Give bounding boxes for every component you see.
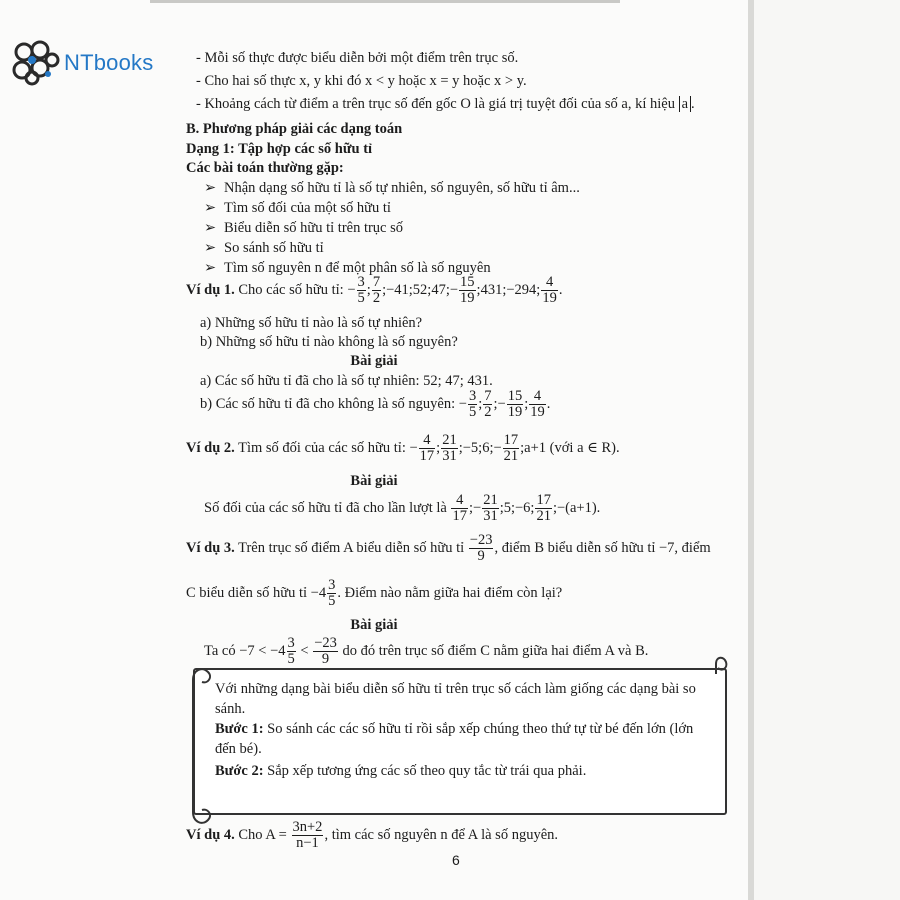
answer-b-text: b) Các số hữu tỉ đã cho không là số nguyên:: [200, 396, 459, 413]
arrow-bullet-icon: ➢: [204, 240, 217, 256]
abs-end: .: [691, 96, 695, 112]
example-4-text: Cho A =: [234, 827, 291, 844]
numerator: 4: [451, 493, 468, 509]
separator: ;−: [468, 500, 482, 517]
fraction: [507, 389, 524, 420]
answer-text: do đó trên trục số điểm C nằm giữa hai điểm A và B.: [338, 643, 649, 660]
page-number: 6: [452, 852, 460, 868]
numerator: 3: [357, 274, 365, 290]
step-1-text: So sánh các các số hữu tỉ rồi sắp xếp chúng theo thứ tự từ bé đến lớn (lớn: [263, 721, 694, 737]
facing-page: [754, 0, 900, 900]
minus-sign: −: [347, 282, 356, 299]
example-1-text: Cho các số hữu tỉ:: [234, 282, 348, 299]
numerator: 7: [372, 274, 381, 290]
numerator: 15: [507, 388, 523, 404]
numerator: 4: [419, 433, 436, 449]
example-3-statement-line1: [186, 533, 711, 564]
denominator: 9: [477, 548, 485, 565]
example-1-question-a: a) Những số hữu tỉ nào là số tự nhiên?: [200, 315, 423, 331]
arrow-bullet-icon: ➢: [204, 180, 217, 196]
fraction: [327, 578, 336, 609]
end-mark: .: [558, 282, 563, 299]
example-3-label: Ví dụ 3.: [186, 540, 235, 557]
numerator: 3: [468, 388, 477, 404]
note-step-1: [215, 718, 715, 740]
arrow-bullet-icon: ➢: [204, 220, 217, 236]
fraction: [482, 493, 499, 524]
fraction: [468, 389, 477, 420]
separator: ;−: [493, 396, 506, 413]
example-1-answer-a: a) Các số hữu tỉ đã cho là số tự nhiên: 52; 47; 431.: [200, 373, 493, 389]
numerator: 3: [287, 635, 295, 651]
denominator: 9: [321, 651, 330, 668]
denominator: 2: [484, 404, 492, 421]
note-step-2: [215, 760, 715, 782]
numerator: 3: [328, 577, 336, 593]
note-line-2: sánh.: [215, 701, 246, 717]
fraction: [503, 433, 520, 464]
note-step-1-cont: đến bé).: [215, 741, 262, 757]
separator: ;: [524, 396, 529, 413]
denominator: 2: [372, 290, 381, 307]
bullet-absolute-value: [196, 96, 695, 113]
example-4-statement: [186, 820, 558, 851]
fraction: [459, 275, 476, 306]
example-1-statement: [186, 275, 562, 306]
numerator: 21: [442, 432, 457, 448]
example-3-text: Trên trục số điểm A biểu diễn số hữu tỉ: [234, 540, 468, 557]
list-item-text: Nhận dạng số hữu tỉ là số tự nhiên, số nguyên, số hữu tỉ âm...: [224, 180, 580, 196]
list-item: [204, 220, 403, 237]
denominator: 21: [503, 448, 519, 465]
bullet-real-comparison: - Cho hai số thực x, y khi đó x < y hoặc x = y hoặc x > y.: [196, 73, 527, 89]
arrow-bullet-icon: ➢: [204, 200, 217, 216]
example-3-text: C biểu diễn số hữu tỉ −4: [186, 585, 327, 602]
step-2-label: Bước 2:: [215, 763, 264, 779]
end-mark: ;a+1 (với a ∈ R).: [520, 440, 620, 457]
step-2-text: Sắp xếp tương ứng các số theo quy tắc từ trái qua phải.: [263, 763, 587, 779]
number-list: ;431;−294;: [476, 282, 541, 299]
numerator: 7: [484, 388, 492, 404]
example-3-text: , điểm B biểu diễn số hữu tỉ −7, điểm: [494, 540, 711, 557]
denominator: 17: [419, 448, 435, 465]
denominator: 5: [328, 593, 336, 610]
separator: ;: [436, 440, 441, 457]
denominator: 19: [542, 290, 557, 307]
numerator: 21: [483, 492, 498, 508]
fraction: [419, 433, 436, 464]
fraction: [469, 533, 494, 564]
bullet-absolute-text: - Khoảng cách từ điểm a trên trục số đến gốc O là giá trị tuyệt đối của số a, kí hiệu: [196, 96, 679, 112]
denominator: n−1: [296, 835, 319, 852]
numerator: 3n+2: [292, 819, 323, 835]
fraction: [372, 275, 381, 306]
fraction: [541, 275, 558, 306]
fraction: [451, 493, 468, 524]
example-2-label: Ví dụ 2.: [186, 440, 235, 457]
example-3-statement-line2: [186, 578, 562, 609]
bullet-real-number-line: - Mỗi số thực được biểu diễn bởi một điểm trên trục số.: [196, 50, 519, 66]
denominator: 19: [460, 290, 475, 307]
list-item: [204, 180, 580, 197]
list-item: [204, 200, 391, 217]
logo-wordmark: NTbooks: [64, 50, 154, 75]
denominator: 19: [507, 404, 523, 421]
dang1-heading: Dạng 1: Tập hợp các số hữu tỉ: [186, 141, 373, 157]
separator: ;: [478, 396, 483, 413]
section-b-heading: B. Phương pháp giải các dạng toán: [186, 121, 403, 137]
minus-sign: −: [409, 440, 418, 457]
separator: ;−5;6;−: [458, 440, 502, 457]
minus-sign: −: [458, 396, 467, 413]
example-4-text: , tìm các số nguyên n để A là số nguyên.: [324, 827, 559, 844]
denominator: 31: [442, 448, 457, 465]
example-1-answer-b: [200, 389, 550, 420]
list-item-text: Tìm số đối của một số hữu tỉ: [224, 200, 391, 216]
step-1-label: Bước 1:: [215, 721, 264, 737]
answer-text: <: [296, 643, 313, 660]
fraction: [292, 820, 324, 851]
example-4-label: Ví dụ 4.: [186, 827, 235, 844]
answer-text: Ta có −7 < −4: [204, 643, 286, 660]
denominator: 17: [452, 508, 467, 525]
list-item-text: So sánh số hữu tỉ: [224, 240, 324, 256]
denominator: 21: [536, 508, 551, 525]
separator: ;5;−6;: [499, 500, 535, 517]
fraction: [529, 389, 546, 420]
fraction: [483, 389, 492, 420]
fraction: [441, 433, 458, 464]
example-1-question-b: b) Những số hữu tỉ nào không là số nguyên?: [200, 334, 458, 350]
numerator: 17: [503, 432, 519, 448]
denominator: 5: [468, 404, 477, 421]
example-3-text: . Điểm nào nằm giữa hai điểm còn lại?: [337, 585, 563, 602]
common-problems-heading: Các bài toán thường gặp:: [186, 160, 344, 176]
solution-title: Bài giải: [350, 473, 398, 489]
numerator: −23: [469, 532, 493, 548]
separator: ;: [366, 282, 371, 299]
denominator: 5: [287, 651, 295, 668]
numerator: 15: [460, 274, 475, 290]
solution-title: Bài giải: [350, 353, 398, 369]
numerator: −23: [314, 635, 337, 651]
end-mark: ;−(a+1).: [552, 500, 601, 517]
denominator: 31: [483, 508, 498, 525]
numerator: 4: [529, 389, 546, 405]
denominator: 19: [530, 404, 545, 421]
solution-title: Bài giải: [350, 617, 398, 633]
fraction: [535, 493, 552, 524]
answer-text: Số đối của các số hữu tỉ đã cho lần lượt là: [204, 500, 451, 517]
abs-value-symbol: a: [679, 96, 691, 112]
list-item-text: Tìm số nguyên n để một phân số là số nguyên: [224, 260, 491, 276]
numerator: 17: [536, 492, 551, 508]
arrow-bullet-icon: ➢: [204, 260, 217, 276]
end-mark: .: [546, 396, 551, 413]
example-1-label: Ví dụ 1.: [186, 282, 235, 299]
example-2-answer: [204, 493, 600, 524]
example-2-statement: [186, 433, 620, 464]
note-line-1: Với những dạng bài biểu diễn số hữu tỉ trên trục số cách làm giống các dạng bài so: [215, 681, 696, 697]
fraction: [357, 275, 366, 306]
denominator: 5: [357, 290, 365, 307]
numerator: 4: [541, 275, 558, 291]
example-2-text: Tìm số đối của các số hữu tỉ:: [234, 440, 410, 457]
list-item-text: Biểu diễn số hữu tỉ trên trục số: [224, 220, 404, 236]
number-list: ;−41;52;47;−: [382, 282, 459, 299]
list-item: [204, 240, 324, 257]
